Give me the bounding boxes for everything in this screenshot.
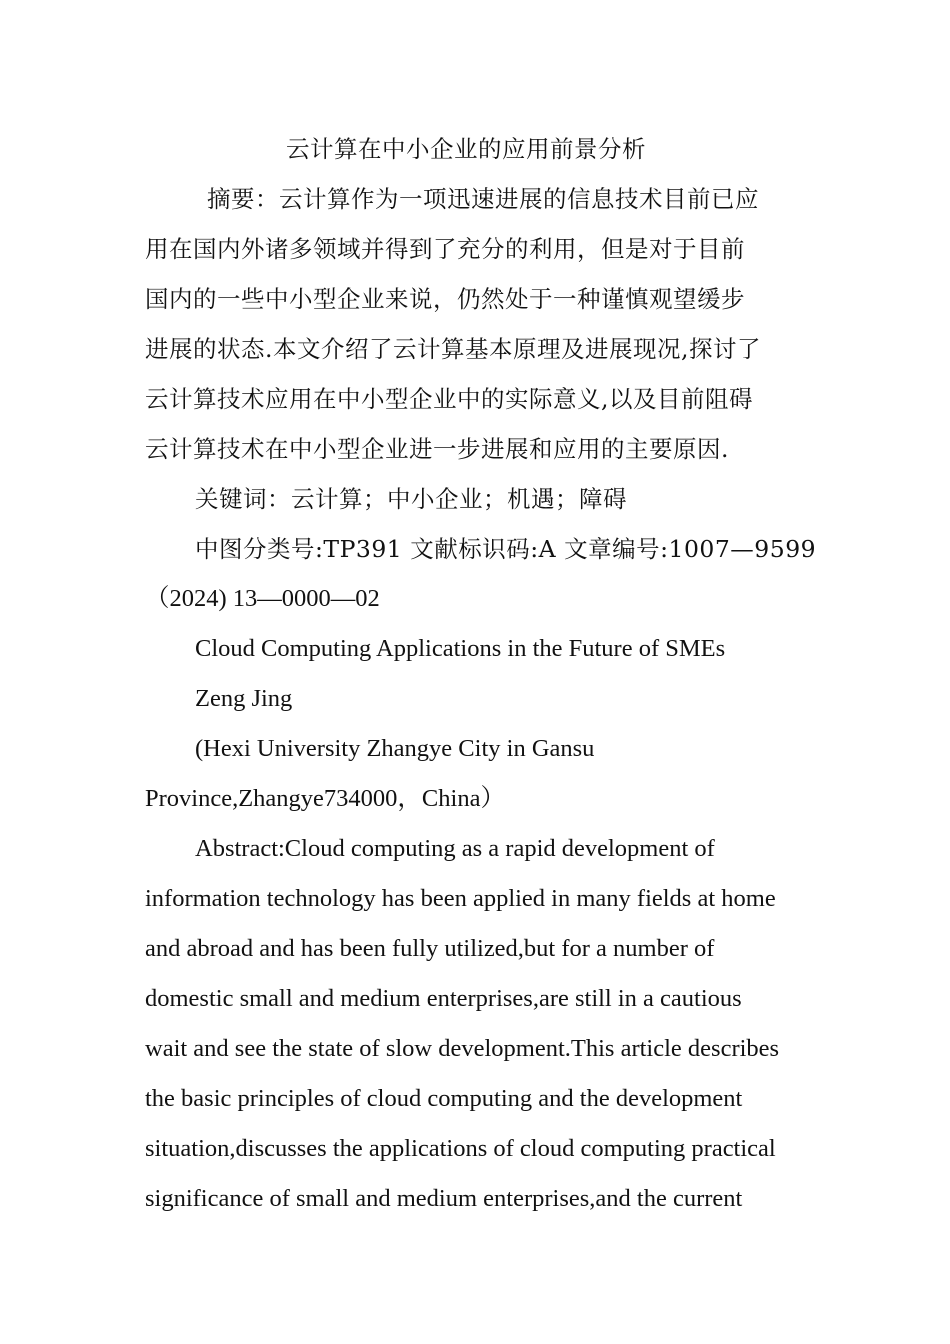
affiliation: (Hexi University Zhangye City in Gansu: [195, 735, 595, 762]
abstract-cn-line: 云计算技术在中小型企业进一步进展和应用的主要原因.: [145, 435, 729, 463]
abstract-en-line: Abstract:Cloud computing as a rapid development of: [195, 835, 715, 862]
english-title: Cloud Computing Applications in the Future of SMEs: [195, 635, 726, 662]
abstract-cn-line: 进展的状态.本文介绍了云计算基本原理及进展现况,探讨了: [145, 335, 761, 363]
classification-line: （2024) 13—0000—02: [145, 585, 380, 612]
abstract-en-line: the basic principles of cloud computing and the development: [145, 1085, 743, 1112]
abstract-cn-line: 云计算技术应用在中小型企业中的实际意义,以及目前阻碍: [145, 385, 753, 413]
abstract-cn-line: 用在国内外诸多领域并得到了充分的利用，但是对于目前: [145, 235, 745, 263]
affiliation: Province,Zhangye734000，China）: [145, 785, 505, 812]
abstract-en-line: domestic small and medium enterprises,are still in a cautious: [145, 985, 742, 1012]
abstract-en-line: wait and see the state of slow development.This article describes: [145, 1035, 780, 1062]
classification-line: 中图分类号:TP391 文献标识码:A 文章编号:1007—9599: [195, 535, 817, 563]
author: Zeng Jing: [195, 685, 293, 712]
abstract-en-line: situation,discusses the applications of cloud computing practical: [145, 1135, 776, 1162]
page-title: 云计算在中小企业的应用前景分析: [286, 135, 646, 163]
abstract-en-line: information technology has been applied in many fields at home: [145, 885, 776, 912]
abstract-en-line: significance of small and medium enterprises,and the current: [145, 1185, 743, 1212]
abstract-cn-line: 国内的一些中小型企业来说，仍然处于一种谨慎观望缓步: [145, 285, 745, 313]
abstract-en-line: and abroad and has been fully utilized,but for a number of: [145, 935, 715, 962]
keywords: 关键词：云计算；中小企业；机遇；障碍: [195, 485, 627, 513]
abstract-cn-line: 摘要：云计算作为一项迅速进展的信息技术目前已应: [207, 185, 759, 213]
